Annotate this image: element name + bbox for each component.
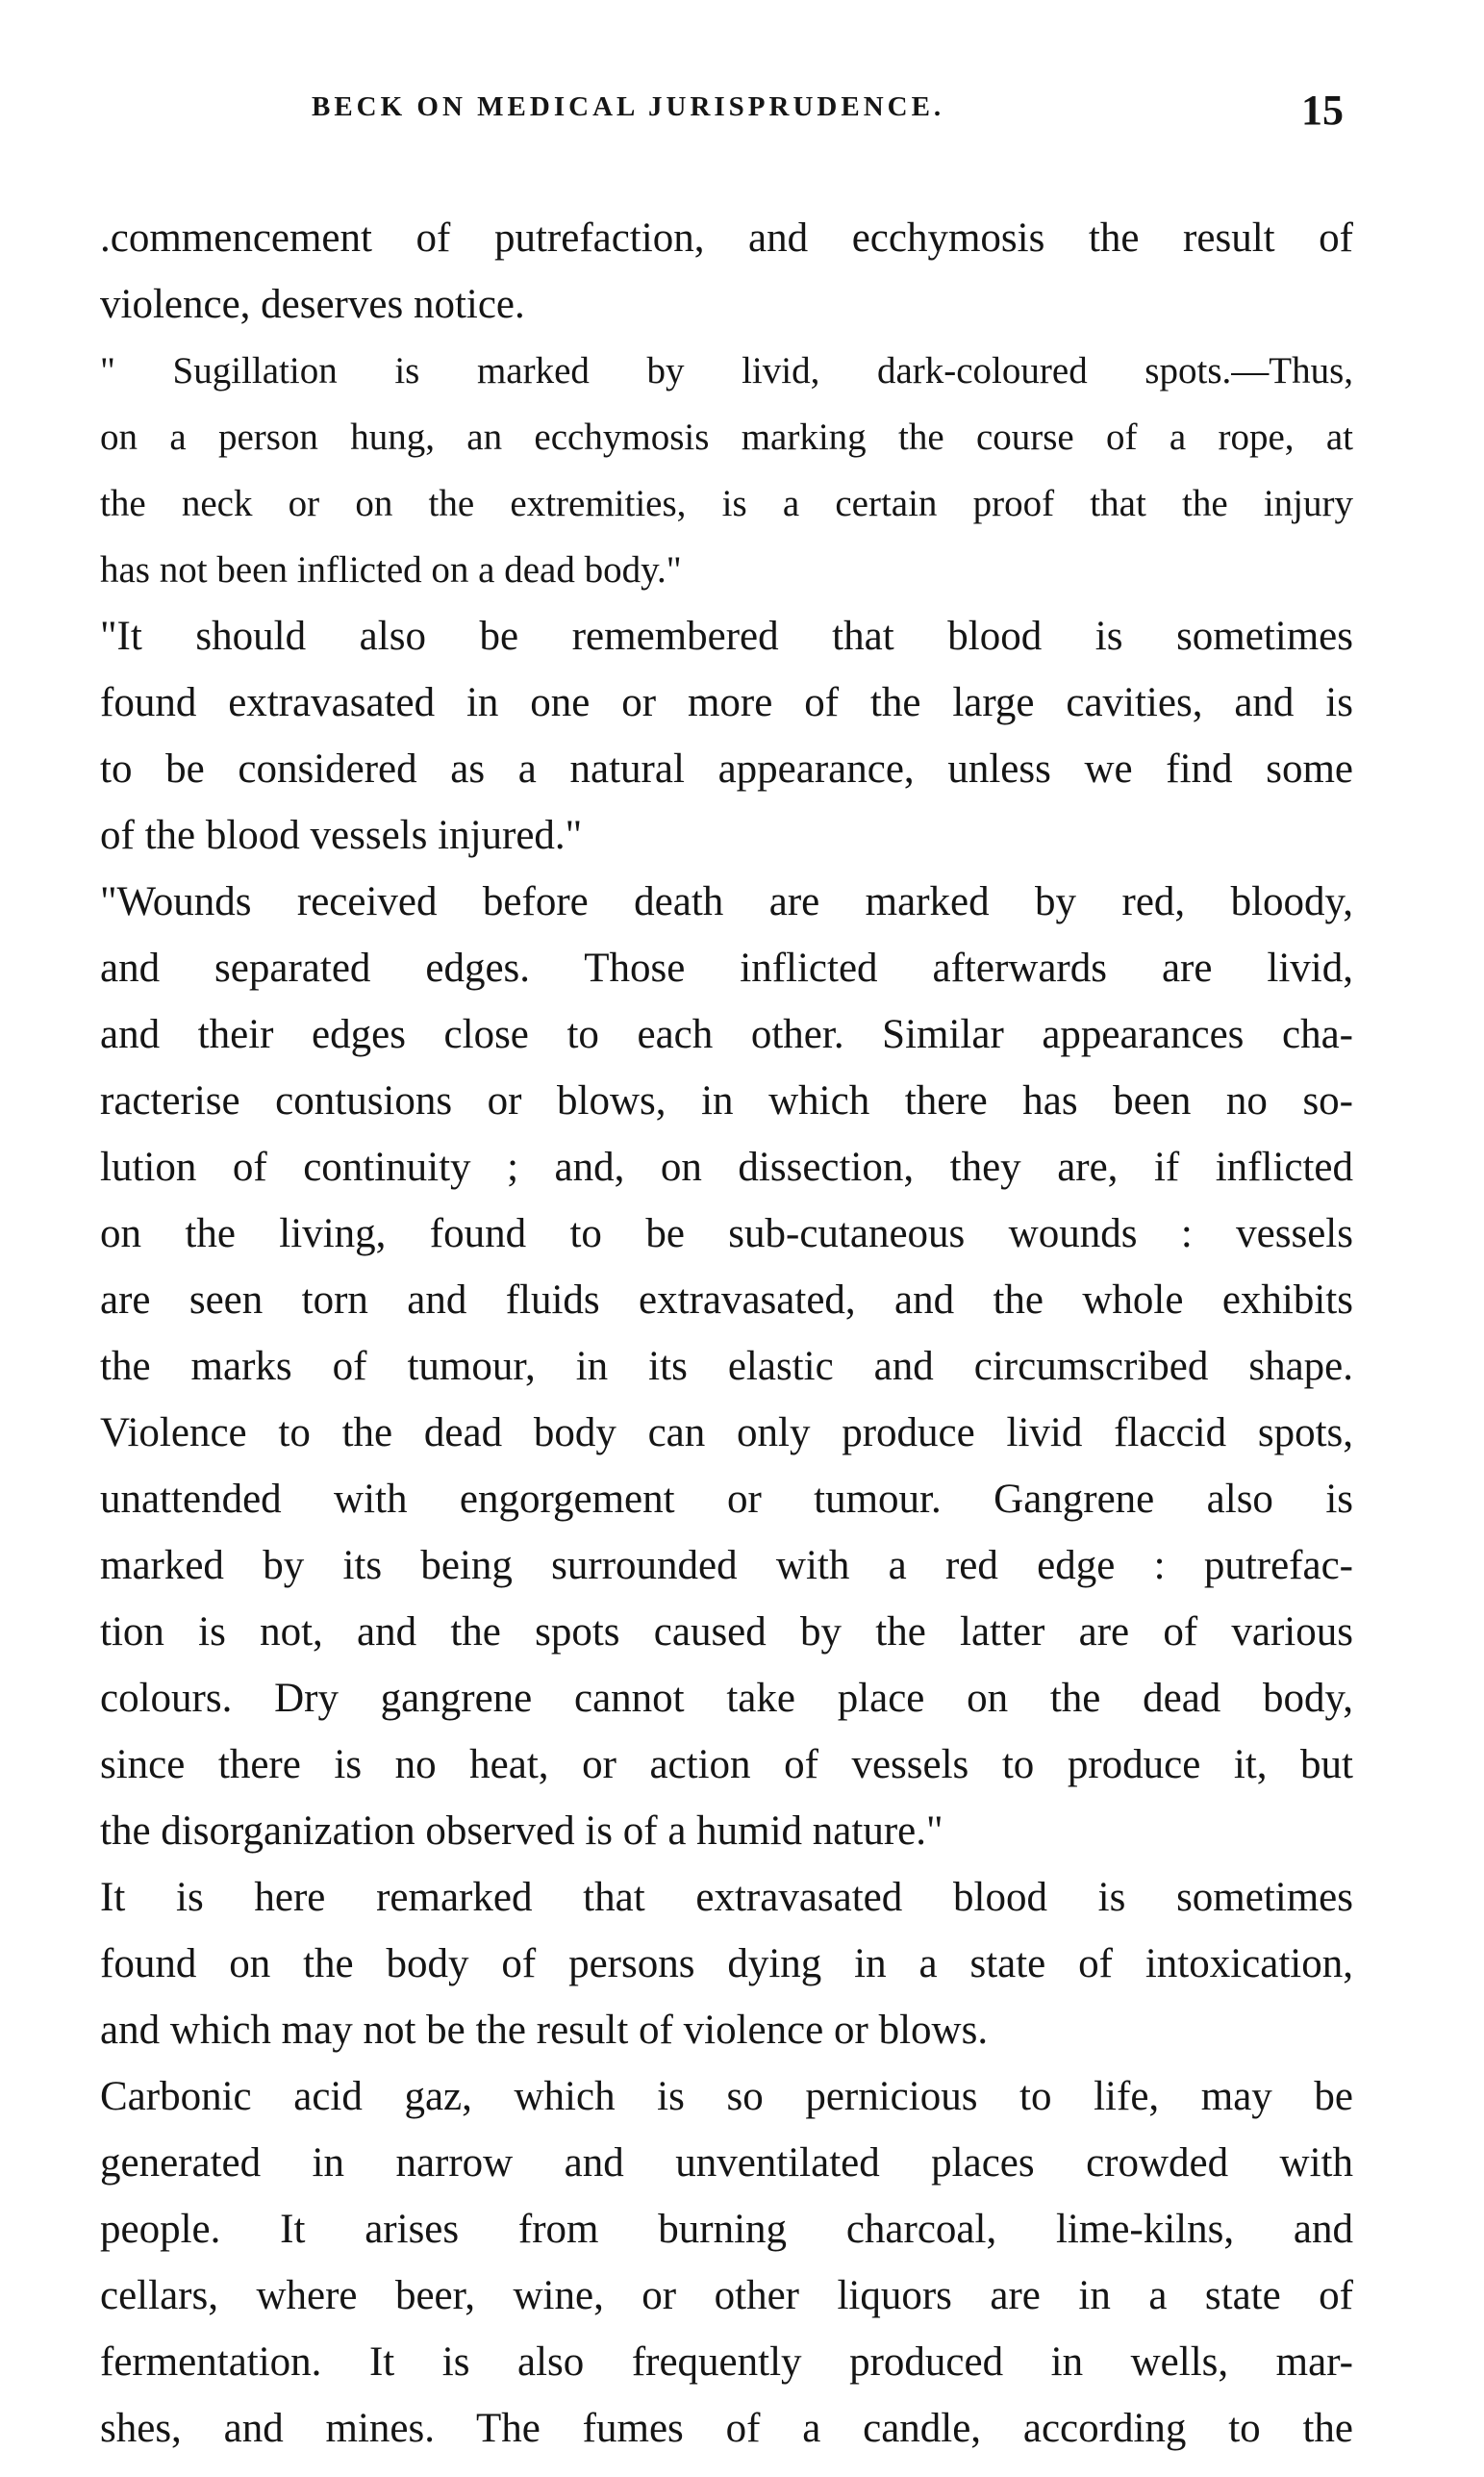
quotation-paragraph [100, 338, 1353, 603]
text-line: people. It arises from burning charcoal, lime-kilns, and [100, 2207, 1353, 2252]
text-line: has not been inflicted on a dead body." [100, 549, 682, 591]
text-line: .commencement of putrefaction, and ecchymosis the result of [100, 215, 1353, 261]
text-line: unattended with engorgement or tumour. Gangrene also is [100, 1477, 1353, 1522]
paragraph [100, 1864, 1353, 2063]
text-line: marked by its being surrounded with a red edge : putrefac- [100, 1543, 1353, 1588]
text-line: generated in narrow and unventilated places crowded with [100, 2140, 1353, 2186]
text-line: found extravasated in one or more of the large cavities, and is [100, 680, 1353, 725]
text-line: violence, deserves notice. [100, 282, 525, 327]
text-line: on a person hung, an ecchymosis marking the course of a rope, at [100, 417, 1353, 458]
text-line: shes, and mines. The fumes of a candle, according to the [100, 2406, 1353, 2451]
text-line: Violence to the dead body can only produce livid flaccid spots, [100, 1410, 1353, 1455]
text-line: and their edges close to each other. Similar appearances cha- [100, 1012, 1353, 1057]
text-line: lution of continuity ; and, on dissection, they are, if inflicted [100, 1145, 1353, 1190]
paragraph [100, 603, 1353, 869]
text-line: on the living, found to be sub-cutaneous wounds : vessels [100, 1211, 1353, 1256]
text-line: " Sugillation is marked by livid, dark-coloured spots.—Thus, [100, 350, 1353, 392]
paragraph [100, 205, 1353, 338]
text-line: tion is not, and the spots caused by the latter are of various [100, 1609, 1353, 1655]
text-line: colours. Dry gangrene cannot take place on the dead body, [100, 1676, 1353, 1721]
text-line: fermentation. It is also frequently produced in wells, mar- [100, 2339, 1353, 2385]
text-line: Carbonic acid gaz, which is so pernicious to life, may be [100, 2074, 1353, 2119]
text-line: and which may not be the result of violence or blows. [100, 2008, 989, 2053]
text-line: racterise contusions or blows, in which there has been no so- [100, 1078, 1353, 1124]
text-line: and separated edges. Those inflicted afterwards are livid, [100, 946, 1353, 991]
page-number: 15 [1301, 87, 1344, 134]
text-line: the marks of tumour, in its elastic and circumscribed shape. [100, 1344, 1353, 1389]
running-head [100, 87, 1349, 149]
body-text [100, 205, 1353, 2462]
text-line: It is here remarked that extravasated blood is sometimes [100, 1875, 1353, 1920]
text-line: "Wounds received before death are marked by red, bloody, [100, 879, 1353, 924]
text-line: the neck or on the extremities, is a certain proof that the injury [100, 483, 1353, 524]
text-line: of the blood vessels injured." [100, 813, 583, 858]
text-line: cellars, where beer, wine, or other liquors are in a state of [100, 2273, 1353, 2318]
paragraph [100, 869, 1353, 1864]
paragraph [100, 2063, 1353, 2462]
text-line: the disorganization observed is of a humid nature." [100, 1808, 943, 1854]
text-line: to be considered as a natural appearance, unless we find some [100, 746, 1353, 792]
text-line: are seen torn and fluids extravasated, and the whole exhibits [100, 1277, 1353, 1323]
text-line: "It should also be remembered that blood is sometimes [100, 614, 1353, 659]
running-title: BECK ON MEDICAL JURISPRUDENCE. [312, 91, 945, 122]
text-line: since there is no heat, or action of vessels to produce it, but [100, 1742, 1353, 1787]
text-line: found on the body of persons dying in a state of intoxication, [100, 1941, 1353, 1986]
